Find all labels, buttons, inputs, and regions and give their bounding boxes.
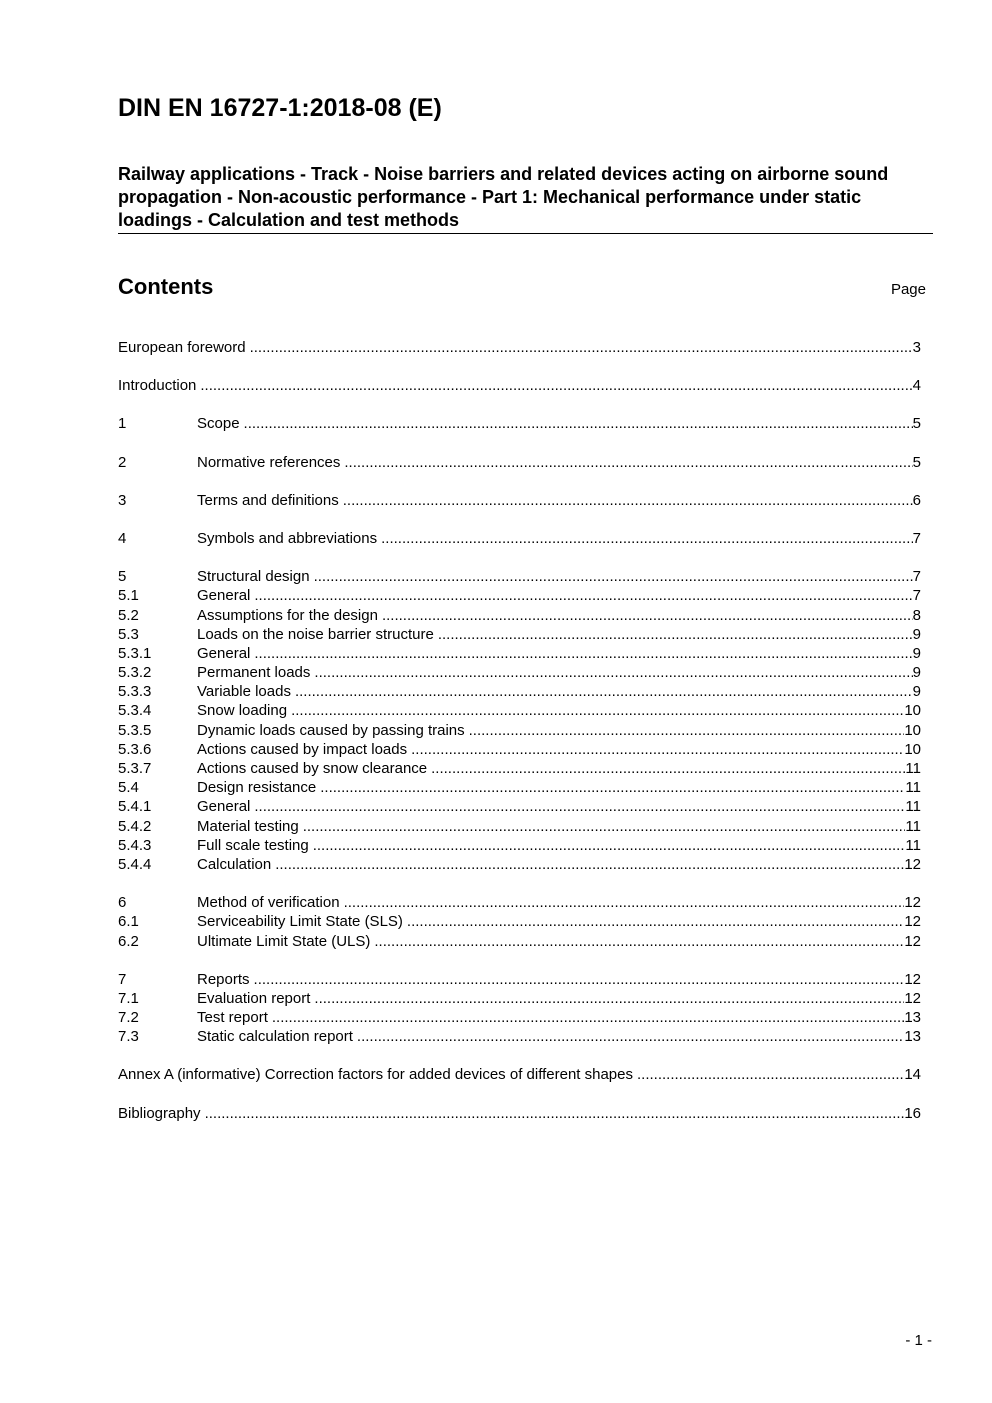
toc-entry-number: 5.2: [118, 606, 139, 624]
toc-entry[interactable]: [118, 663, 921, 682]
toc-dot-leader: [200, 376, 912, 395]
toc-entry-number: 4: [118, 529, 127, 547]
toc-entry[interactable]: [118, 893, 921, 912]
toc-entry-page: 12: [904, 932, 921, 950]
toc-entry-number: 5.3: [118, 625, 139, 643]
toc-entry-title[interactable]: Terms and definitions: [197, 491, 339, 509]
toc-entry-title[interactable]: Serviceability Limit State (SLS): [197, 913, 403, 931]
toc-dot-leader: [254, 797, 905, 816]
toc-entry-number: 7.3: [118, 1028, 139, 1046]
toc-entry-page: 9: [912, 683, 921, 701]
toc-entry[interactable]: [118, 338, 921, 357]
toc-entry-number: 5.3.6: [118, 740, 152, 758]
toc-entry-number: 6.1: [118, 913, 139, 931]
toc-dot-leader: [637, 1065, 904, 1084]
toc-entry-page: 6: [912, 491, 921, 509]
toc-entry-number: 1: [118, 415, 127, 433]
toc-entry-page: 7: [912, 529, 921, 547]
toc-dot-leader: [382, 606, 913, 625]
toc-entry-title[interactable]: Permanent loads: [197, 664, 311, 682]
toc-entry-title[interactable]: Normative references: [197, 453, 341, 471]
toc-entry-page: 13: [904, 1009, 921, 1027]
toc-entry[interactable]: [118, 1065, 921, 1084]
toc-entry[interactable]: [118, 1027, 921, 1046]
toc-entry-page: 16: [904, 1104, 921, 1122]
toc-entry-page: 13: [904, 1028, 921, 1046]
toc-entry[interactable]: [118, 376, 921, 395]
toc-entry-title[interactable]: Reports: [197, 970, 250, 988]
toc-entry[interactable]: [118, 567, 921, 586]
toc-entry[interactable]: [118, 740, 921, 759]
toc-entry-page: 9: [912, 664, 921, 682]
toc-entry-page: 7: [912, 568, 921, 586]
toc-entry[interactable]: [118, 491, 921, 510]
toc-entry-page: 4: [912, 377, 921, 395]
toc-entry-title[interactable]: Evaluation report: [197, 989, 311, 1007]
toc-entry-title[interactable]: Actions caused by snow clearance: [197, 760, 428, 777]
toc-entry-number: 7: [118, 970, 127, 988]
toc-entry-page: 5: [912, 415, 921, 433]
toc-dot-leader: [303, 817, 906, 836]
toc-entry[interactable]: [118, 606, 921, 625]
toc-entry[interactable]: [118, 529, 921, 548]
toc-entry-title[interactable]: Actions caused by impact loads: [197, 740, 408, 758]
toc-entry-page: 12: [904, 894, 921, 912]
toc-entry[interactable]: [118, 453, 921, 472]
toc-entry-title[interactable]: Static calculation report: [197, 1028, 353, 1046]
toc-dot-leader: [314, 567, 913, 586]
toc-entry[interactable]: [118, 912, 921, 931]
toc-entry-title[interactable]: Full scale testing: [197, 836, 309, 854]
toc-entry-title[interactable]: Dynamic loads caused by passing trains: [197, 721, 465, 739]
toc-dot-leader: [357, 1027, 904, 1046]
toc-entry-title[interactable]: Loads on the noise barrier structure: [197, 625, 434, 643]
toc-entry-page: 12: [904, 913, 921, 931]
toc-entry[interactable]: [118, 932, 921, 951]
toc-entry-title[interactable]: Calculation: [197, 855, 272, 873]
toc-entry-title[interactable]: Material testing: [197, 817, 299, 835]
toc-entry[interactable]: [118, 855, 921, 874]
toc-entry-title[interactable]: General: [197, 587, 251, 605]
toc-entry-page: 9: [912, 644, 921, 662]
toc-entry[interactable]: [118, 797, 921, 816]
page-number: - 1 -: [905, 1332, 932, 1349]
toc-entry-title[interactable]: General: [197, 644, 251, 662]
toc-dot-leader: [343, 491, 913, 510]
document-subtitle: Railway applications - Track - Noise barriers and related devices acting on airborne sound propagation - Non-acoustic performance - Part 1: Mechanical performance under static loadings - Calculation and test methods: [118, 163, 933, 234]
toc-entry-title[interactable]: Introduction: [118, 377, 197, 395]
toc-dot-leader: [295, 682, 913, 701]
toc-entry-title[interactable]: Annex A (informative) Correction factors for added devices of different shapes: [118, 1066, 633, 1084]
toc-entry[interactable]: [118, 759, 921, 778]
toc-entry-number: 5.3.4: [118, 702, 152, 720]
toc-entry-number: 5.3.5: [118, 721, 152, 739]
toc-entry-page: 14: [904, 1066, 921, 1084]
toc-entry-title[interactable]: Ultimate Limit State (ULS): [197, 932, 371, 950]
toc-dot-leader: [344, 893, 905, 912]
toc-entry-page: 7: [912, 587, 921, 605]
toc-entry[interactable]: [118, 701, 921, 720]
toc-entry-number: 5.3.2: [118, 664, 152, 682]
toc-entry-number: 5.4.4: [118, 855, 152, 873]
toc-entry[interactable]: [118, 1104, 921, 1123]
toc-entry-title[interactable]: General: [197, 798, 251, 816]
toc-entry-page: 11: [905, 760, 921, 777]
toc-entry[interactable]: [118, 970, 921, 989]
toc-entry-number: 7.1: [118, 989, 139, 1007]
toc-entry-number: 5.4.3: [118, 836, 152, 854]
toc-dot-leader: [411, 740, 904, 759]
toc-entry-page: 11: [905, 817, 921, 835]
toc-entry-title[interactable]: Test report: [197, 1009, 268, 1027]
toc-entry-number: 5.4.1: [118, 798, 152, 816]
toc-entry-page: 12: [904, 855, 921, 873]
toc-entry-title[interactable]: Assumptions for the design: [197, 606, 378, 624]
toc-entry[interactable]: [118, 682, 921, 701]
toc-dot-leader: [272, 1008, 904, 1027]
toc-dot-leader: [254, 644, 912, 663]
toc-dot-leader: [313, 836, 906, 855]
toc-dot-leader: [381, 529, 913, 548]
page-column-heading: Page: [890, 281, 926, 298]
toc-entry-page: 12: [904, 970, 921, 988]
toc-entry-page: 3: [912, 339, 921, 356]
toc-dot-leader: [291, 701, 904, 720]
toc-entry-number: 5.4: [118, 779, 139, 797]
toc-entry-number: 5.4.2: [118, 817, 152, 835]
toc-dot-leader: [469, 721, 905, 740]
toc-dot-leader: [407, 912, 904, 931]
toc-entry-title[interactable]: Variable loads: [197, 683, 291, 701]
toc-entry-title[interactable]: Method of verification: [197, 894, 340, 912]
toc-entry-page: 10: [904, 740, 921, 758]
toc-entry-title[interactable]: Bibliography: [118, 1104, 201, 1122]
toc-entry-number: 6.2: [118, 932, 139, 950]
toc-entry-number: 5.3.7: [118, 760, 152, 777]
toc-dot-leader: [374, 932, 904, 951]
toc-dot-leader: [431, 759, 905, 778]
toc-dot-leader: [250, 338, 913, 357]
toc-dot-leader: [320, 778, 905, 797]
toc-dot-leader: [254, 586, 912, 605]
toc-entry-title[interactable]: European foreword: [118, 339, 246, 356]
toc-entry-title[interactable]: Snow loading: [197, 702, 288, 720]
toc-entry-number: 5.3.1: [118, 644, 152, 662]
toc-entry-page: 11: [905, 836, 921, 854]
toc-entry-page: 8: [912, 606, 921, 624]
toc-entry[interactable]: [118, 586, 921, 605]
toc-dot-leader: [254, 970, 905, 989]
toc-entry[interactable]: [118, 644, 921, 663]
toc-entry[interactable]: [118, 625, 921, 644]
toc-entry-title[interactable]: Structural design: [197, 568, 310, 586]
toc-entry-title[interactable]: Symbols and abbreviations: [197, 529, 378, 547]
toc-entry[interactable]: [118, 989, 921, 1008]
toc-entry-page: 10: [904, 721, 921, 739]
toc-entry-number: 3: [118, 491, 127, 509]
toc-entry[interactable]: [118, 414, 921, 433]
toc-entry-number: 5.3.3: [118, 683, 152, 701]
toc-entry-number: 2: [118, 453, 127, 471]
toc-entry-number: 7.2: [118, 1009, 139, 1027]
toc-entry-page: 11: [905, 798, 921, 816]
toc-entry-title[interactable]: Scope: [197, 415, 240, 433]
contents-heading: Contents: [118, 274, 214, 299]
toc-entry-title[interactable]: Design resistance: [197, 779, 317, 797]
toc-dot-leader: [438, 625, 913, 644]
toc-dot-leader: [244, 414, 913, 433]
document-title: DIN EN 16727-1:2018-08 (E): [118, 94, 442, 122]
toc-entry-page: 11: [905, 779, 921, 797]
toc-dot-leader: [205, 1104, 905, 1123]
toc-entry[interactable]: [118, 1008, 921, 1027]
toc-entry[interactable]: [118, 836, 921, 855]
toc-entry-page: 5: [912, 453, 921, 471]
toc-entry-number: 5.1: [118, 587, 139, 605]
toc-entry[interactable]: [118, 721, 921, 740]
toc-entry-page: 10: [904, 702, 921, 720]
toc-entry-page: 9: [912, 625, 921, 643]
toc-entry-number: 5: [118, 568, 127, 586]
toc-entry[interactable]: [118, 778, 921, 797]
toc-entry[interactable]: [118, 817, 921, 836]
table-of-contents: [118, 338, 921, 1123]
toc-dot-leader: [344, 453, 912, 472]
toc-entry-page: 12: [904, 989, 921, 1007]
toc-dot-leader: [275, 855, 904, 874]
toc-entry-number: 6: [118, 894, 127, 912]
toc-dot-leader: [314, 989, 904, 1008]
toc-dot-leader: [314, 663, 912, 682]
